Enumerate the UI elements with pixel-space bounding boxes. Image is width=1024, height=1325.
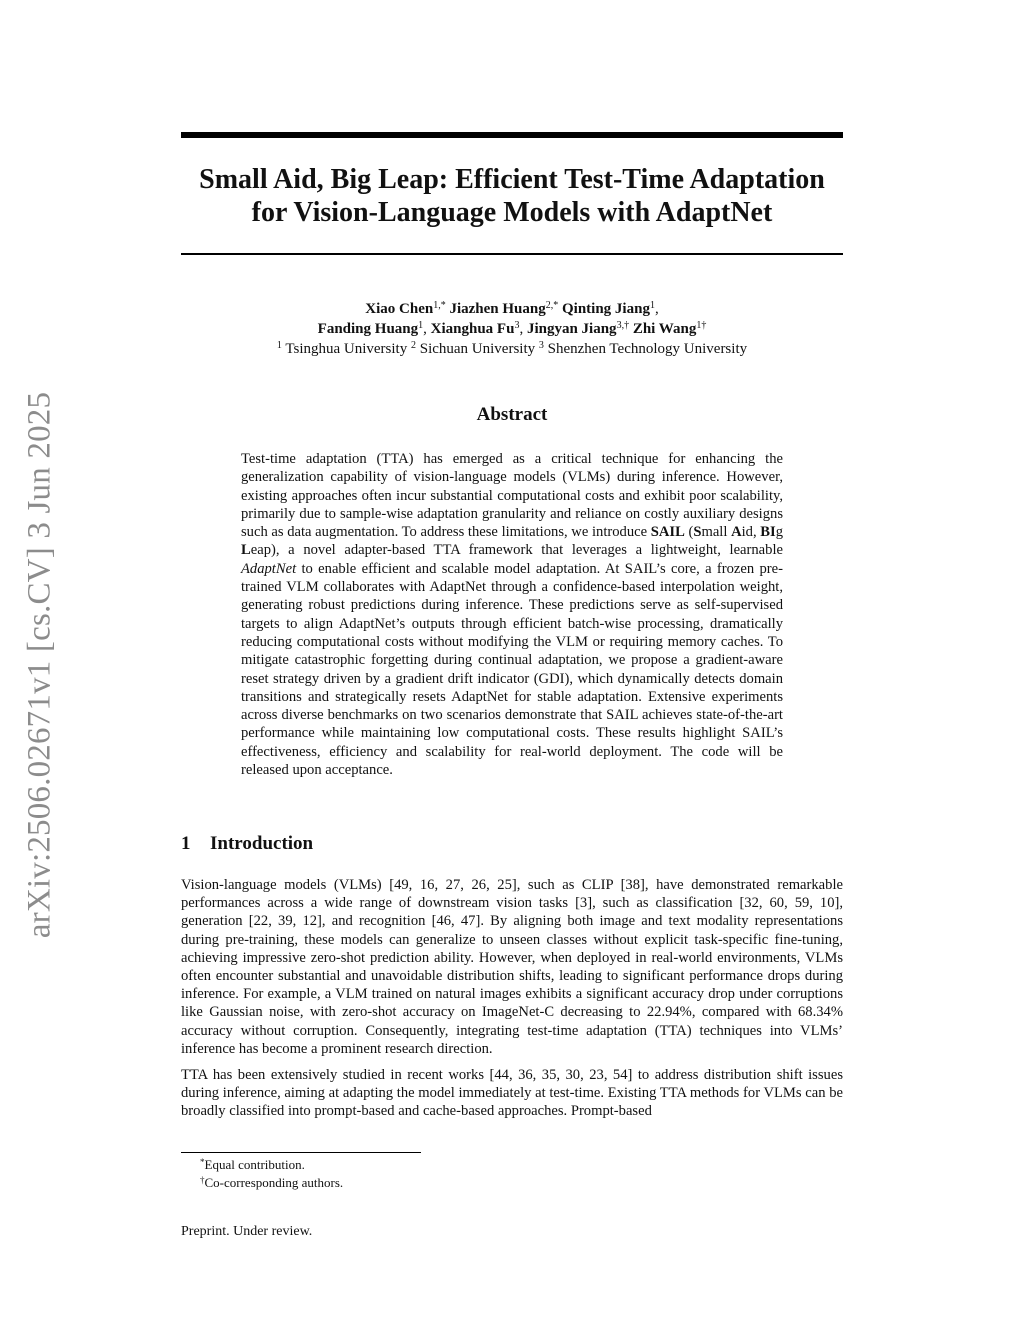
author-name: Fanding Huang (317, 321, 419, 337)
footnote-rule (181, 1152, 421, 1153)
author-mark: 3 (514, 320, 520, 331)
abstract-text: ( (684, 524, 694, 541)
footnote-text: Equal contribution. (204, 1157, 305, 1172)
abstract-text: , a novel adapter-based TTA framework that leverages a lightweight, learnable (275, 542, 783, 559)
section-number: 1 (181, 833, 191, 854)
affiliation-mark: 2 (410, 340, 416, 351)
affiliation-name: Shenzhen Technology University (547, 341, 748, 357)
section-title: Introduction (210, 833, 314, 854)
author-mark: 1 (418, 320, 424, 331)
author-mark: 1† (696, 320, 707, 331)
abstract-paragraph (241, 450, 783, 779)
preprint-notice: Preprint. Under review. (181, 1224, 313, 1239)
arxiv-id: arXiv:2506.02671v1 [cs.CV] 3 Jun 2025 (21, 391, 58, 938)
acronym-letter: S (693, 524, 702, 541)
arxiv-stamp (18, 382, 62, 947)
author-mark: 1,* (433, 300, 446, 311)
acronym-letter: L (241, 542, 251, 559)
abstract-heading: Abstract (476, 404, 548, 425)
sail-acronym: SAIL (650, 524, 685, 541)
affiliation-name: Tsinghua University (285, 341, 408, 357)
acronym-letter: BI (760, 524, 776, 541)
author-mark: 3,† (616, 320, 630, 331)
affiliation-mark: 1 (276, 340, 282, 351)
section-heading-introduction (181, 833, 313, 855)
author-block (160, 299, 864, 359)
title-line-1: Small Aid, Big Leap: Efficient Test-Time Adaptation (199, 164, 825, 195)
footnote-mark: † (200, 1175, 205, 1185)
author-name: Qinting Jiang (562, 301, 650, 317)
author-name: Xiao Chen (365, 301, 434, 317)
acronym-letter: A (731, 524, 742, 541)
affiliation-name: Sichuan University (419, 341, 536, 357)
affiliations (160, 339, 864, 359)
author-name: Jingyan Jiang (526, 321, 617, 337)
author-name: Zhi Wang (632, 321, 697, 337)
footnote-equal-contribution (200, 1156, 343, 1174)
title-rule-top (181, 132, 843, 138)
abstract-body (241, 450, 783, 779)
intro-paragraph-2: TTA has been extensively studied in recent works [44, 36, 35, 30, 23, 54] to address distribution shift issues during inference, aiming at adapting the model immediately at test-time. Existing TTA methods for VLMs can be broadly classified into prompt-based and cache-based approaches. Prompt-based (181, 1067, 843, 1120)
affiliation-mark: 3 (538, 340, 544, 351)
abstract-text: Test-time adaptation (TTA) has emerged as a critical technique for enhancing the generalization capability of vision-language models (VLMs) during inference. However, existing approaches often incur substantial computational costs and exhibit poor scalability, primarily due to sample-wise adaptation granularity and reliance on costly auxiliary designs such as data augmentation. To address these limitations, we introduce (241, 451, 783, 541)
title-line-2: for Vision-Language Models with AdaptNet (251, 197, 773, 228)
abstract-text: eap) (250, 542, 276, 559)
author-mark: 1 (649, 300, 655, 311)
author-name: Xianghua Fu (430, 321, 515, 337)
introduction-body (181, 876, 843, 1129)
footnote-text: Co-corresponding authors. (204, 1175, 344, 1190)
abstract-text: g (775, 524, 783, 541)
footnote-corresponding (200, 1174, 343, 1192)
author-name: Jiazhen Huang (449, 301, 546, 317)
paper-title (160, 163, 864, 229)
author-mark: 2,* (545, 300, 559, 311)
abstract-text: mall (701, 524, 732, 541)
author-line-2: Fanding Huang$^1$, Xianghua Fu$^3$, Jingyan Jiang$^{3,\dagger}$ Zhi Wang$^{1\dagger}$ (317, 320, 707, 337)
adaptnet-term: AdaptNet (241, 560, 297, 577)
footnotes (200, 1156, 343, 1192)
title-rule-bottom (181, 253, 843, 255)
abstract-text: id, (741, 524, 761, 541)
author-line-1: Xiao Chen$^{1,*}$ Jiazhen Huang$^{2,*}$ Qinting Jiang$^1$, (365, 300, 659, 317)
footnote-mark: * (200, 1157, 205, 1167)
abstract-text: to enable efficient and scalable model adaptation. At SAIL’s core, a frozen pre-trained VLM collaborates with AdaptNet through a confidence-based interpolation weight, generating robust predictions during inference. These predictions serve as self-supervised targets to align AdaptNet’s outputs through efficient batch-wise processing, dramatically reducing computational costs without modifying the VLM or requiring memory caches. To mitigate catastrophic forgetting during continual adaptation, we propose a gradient-aware reset strategy driven by a gradient drift indicator (GDI), which dynamically detects domain transitions and strategically resets AdaptNet for stable adaptation. Extensive experiments across diverse benchmarks on two scenarios demonstrate that SAIL achieves state-of-the-art performance while maintaining low computational costs. These results highlight SAIL’s effectiveness, efficiency and scalability for real-world deployment. The code will be released upon acceptance. (241, 560, 783, 779)
intro-paragraph-1: Vision-language models (VLMs) [49, 16, 27, 26, 25], such as CLIP [38], have demonstrated remarkable performances across a wide range of downstream vision tasks [3], such as classification [32, 60, 59, 10], generation [22, 39, 12], and recognition [46, 47]. By aligning both image and text modality representations during pre-training, these models can generalize to unseen classes without explicit task-specific fine-tuning, achieving impressive zero-shot prediction ability. However, when deployed in real-world environments, VLMs often encounter substantial and unavoidable distribution shifts, leading to significant performance drops during inference. For example, a VLM trained on natural images exhibits a significant accuracy drop under corruptions like Gaussian noise, with zero-shot accuracy on ImageNet-C decreasing to 22.94%, compared with 68.34% accuracy without corruption. Consequently, integrating test-time adaptation (TTA) techniques into VLMs’ inference has become a prominent research direction. (181, 877, 843, 1057)
